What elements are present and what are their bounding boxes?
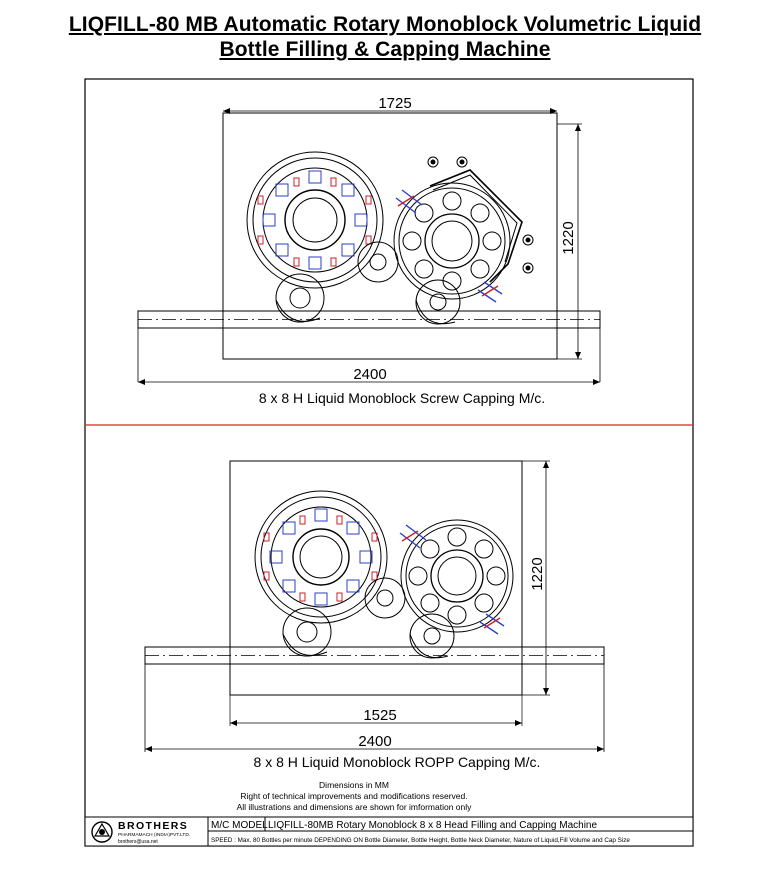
top-filling-turret <box>247 152 383 288</box>
sheet-frame <box>85 79 693 846</box>
drawing-title-line-2: Bottle Filling & Capping Machine <box>219 38 551 61</box>
bottom-view-caption: 8 x 8 H Liquid Monoblock ROPP Capping M/c. <box>253 754 541 770</box>
top-machine-frame <box>223 113 557 359</box>
bottom-filling-turret <box>255 491 387 623</box>
model-value: LIQFILL-80MB Rotary Monoblock 8 x 8 Head Filling and Capping Machine <box>268 820 598 831</box>
bottom-view <box>145 461 604 770</box>
bottom-dim-overall: 2400 <box>358 733 392 750</box>
bottom-dim-depth: 1220 <box>529 557 546 591</box>
top-view <box>138 95 600 406</box>
company-name: BROTHERS <box>118 820 189 832</box>
model-label: M/C MODEL <box>211 820 268 831</box>
top-view-caption: 8 x 8 H Liquid Monoblock Screw Capping M/c. <box>258 390 546 406</box>
top-dim-overall: 2400 <box>353 366 387 383</box>
top-dim-width: 1725 <box>378 95 412 112</box>
bottom-capping-turret <box>401 520 513 632</box>
top-dim-depth: 1220 <box>560 221 577 255</box>
top-star-wheels <box>276 242 460 324</box>
note-illustrations: All illustrations and dimensions are shown for imformation only <box>236 802 472 812</box>
note-rights: Right of technical improvements and modifications reserved. <box>240 791 468 801</box>
bottom-machine-frame <box>230 461 522 695</box>
company-subtitle: PHARMAMACH (INDIA)PVT.LTD. <box>118 833 191 838</box>
drawing-title-line-1: LIQFILL-80 MB Automatic Rotary Monoblock Volumetric Liquid <box>68 13 702 36</box>
title-block <box>85 817 693 846</box>
speed-note: SPEED : Max. 80 Bottles per minute DEPENDING ON Bottle Diameter, Bottle Height, Bottle Neck Diameter, Nature of Liquid,Fill Volume and Cap Size <box>211 837 630 844</box>
note-dimensions: Dimensions in MM <box>319 780 389 790</box>
top-capping-turret <box>394 157 533 299</box>
bottom-dim-width: 1525 <box>363 707 397 724</box>
company-email: brothers@usa.net <box>118 839 158 845</box>
